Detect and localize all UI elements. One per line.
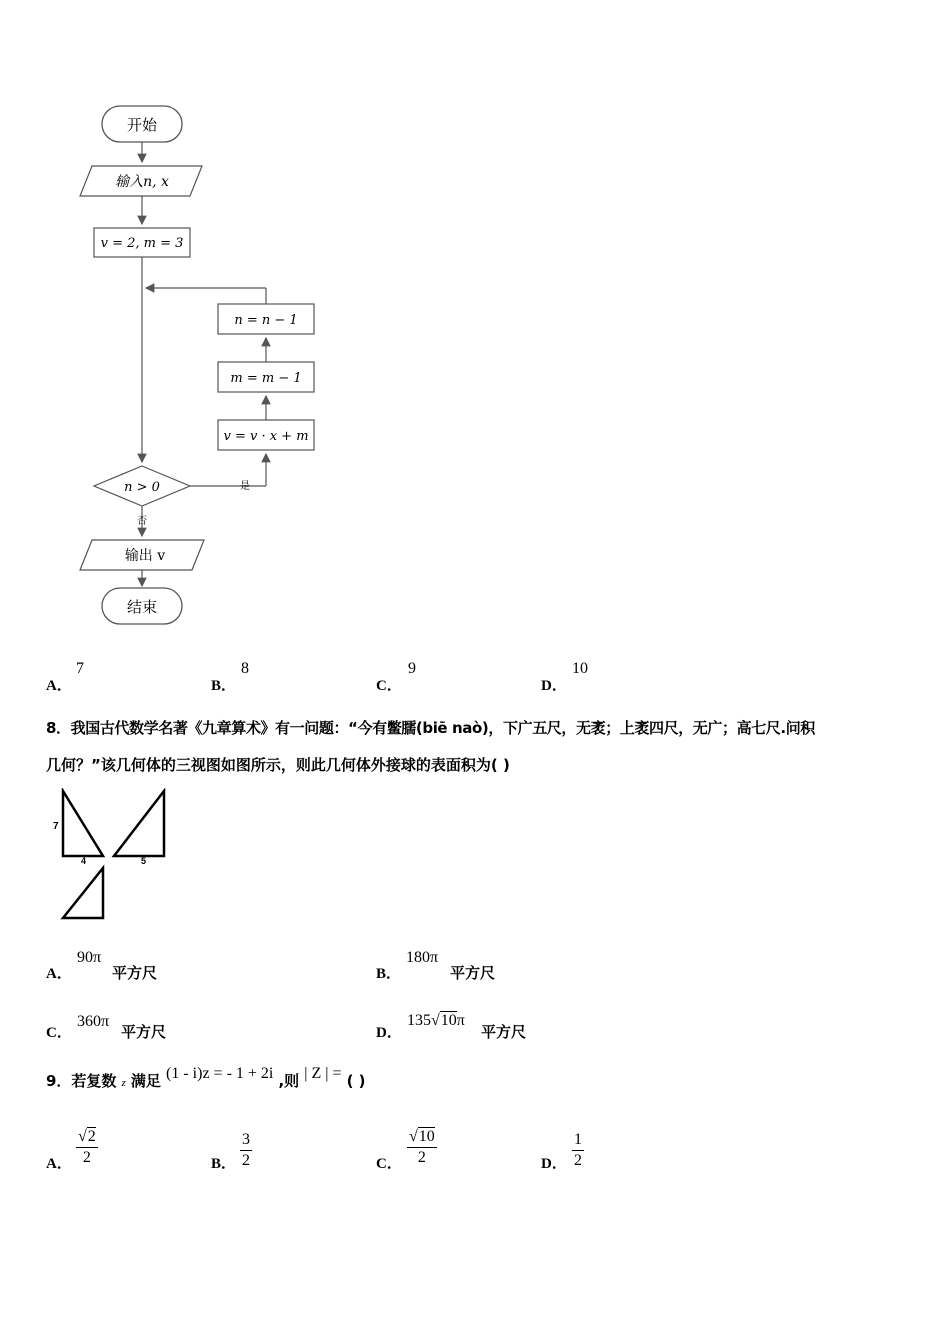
q9-option-c-fraction <box>407 1127 437 1168</box>
base-label-4: 4 <box>81 856 87 866</box>
q9-abs-expr: | Z | = <box>304 1065 342 1082</box>
q7-option-a-letter: A． <box>46 678 72 694</box>
q8-option-d-letter: D． <box>376 1025 402 1041</box>
q9-option-d-letter: D． <box>541 1156 567 1172</box>
q8-option-b-letter: B． <box>376 966 402 982</box>
output-label: 输出 v <box>124 548 166 564</box>
q9-option-d-den: 2 <box>574 1152 582 1169</box>
q8-option-c-value: 360π <box>77 1013 110 1030</box>
q9-option-a-fraction <box>76 1127 98 1168</box>
base-label-5: 5 <box>141 856 147 866</box>
q9-option-d-num: 1 <box>572 1130 584 1151</box>
q9-option-a-letter: A． <box>46 1156 72 1172</box>
no-label: 否 <box>137 516 147 527</box>
q9-option-b-num: 3 <box>240 1130 252 1151</box>
q7-option-c-letter: C． <box>376 678 402 694</box>
q7-option-d-letter: D． <box>541 678 567 694</box>
q7-option-d-value: 10 <box>572 660 588 677</box>
q8-option-a-unit: 平方尺 <box>112 964 158 982</box>
q9-prefix: 9．若复数 <box>46 1072 117 1090</box>
q7-option-c-value: 9 <box>408 660 416 677</box>
q8-option-a-value: 90π <box>77 949 102 966</box>
step-m-label: m = m − 1 <box>230 371 302 386</box>
q9-paren: ( ) <box>346 1072 366 1090</box>
side-view-triangle <box>114 791 164 856</box>
start-label: 开始 <box>126 116 158 134</box>
flowchart <box>0 0 950 660</box>
sqrt-radical-icon: √ <box>78 1128 87 1145</box>
q9-option-c-letter: C． <box>376 1156 402 1172</box>
init-label: v = 2, m = 3 <box>100 236 184 251</box>
q9-option-b-fraction <box>240 1130 252 1171</box>
end-label: 结束 <box>126 598 158 616</box>
q9-option-a-num: 2 <box>87 1128 96 1145</box>
q7-option-b-letter: B． <box>211 678 237 694</box>
front-view-triangle <box>63 791 103 856</box>
q9-then: ,则 <box>278 1072 300 1090</box>
input-label: 输入n, x <box>115 174 169 190</box>
q9-question <box>46 1065 366 1091</box>
q9-option-c-den: 2 <box>417 1149 426 1166</box>
three-view-figure <box>48 788 178 923</box>
q9-var: z <box>121 1077 126 1089</box>
q8-option-b-value: 180π <box>406 949 439 966</box>
q9-option-b-letter: B． <box>211 1156 237 1172</box>
q9-mid: 满足 <box>130 1072 161 1090</box>
step-n-label: n = n − 1 <box>234 313 298 328</box>
q9-option-b-den: 2 <box>242 1152 250 1169</box>
sqrt-radical-icon: √ <box>409 1128 418 1145</box>
q9-option-a-den: 2 <box>82 1149 91 1166</box>
q8-option-d-pi: π <box>456 1012 465 1029</box>
q8-text-line1: 8．我国古代数学名著《九章算术》有一问题：“今有鳖臑(biē naò)，下广五尺，无袤；上袤四尺，无广；高七尺.问积 <box>46 719 815 737</box>
q8-option-c-unit: 平方尺 <box>121 1023 167 1041</box>
q9-equation: (1 - i)z = - 1 + 2i <box>166 1065 274 1082</box>
q7-option-b-value: 8 <box>241 660 249 677</box>
q9-option-c-num: 10 <box>418 1128 435 1145</box>
height-label: 7 <box>53 821 59 832</box>
q7-option-a-value: 7 <box>76 660 84 677</box>
yes-label: 是 <box>240 481 250 492</box>
q8-option-b-unit: 平方尺 <box>450 964 496 982</box>
q8-option-d-coef: 135 <box>407 1012 431 1029</box>
top-view-triangle <box>63 868 103 918</box>
q8-option-c-letter: C． <box>46 1025 72 1041</box>
q8-text-line2: 几何？”该几何体的三视图如图所示，则此几何体外接球的表面积为( ) <box>46 756 510 774</box>
q8-option-d-unit: 平方尺 <box>481 1023 527 1041</box>
condition-label: n > 0 <box>124 480 160 495</box>
q8-option-d-value <box>407 1012 465 1030</box>
sqrt-radical-icon: √ <box>431 1012 440 1029</box>
step-v-label: v = v · x + m <box>223 429 309 444</box>
q8-option-a-letter: A． <box>46 966 72 982</box>
q8-option-d-radicand: 10 <box>440 1012 457 1029</box>
q9-option-d-fraction <box>572 1130 584 1171</box>
